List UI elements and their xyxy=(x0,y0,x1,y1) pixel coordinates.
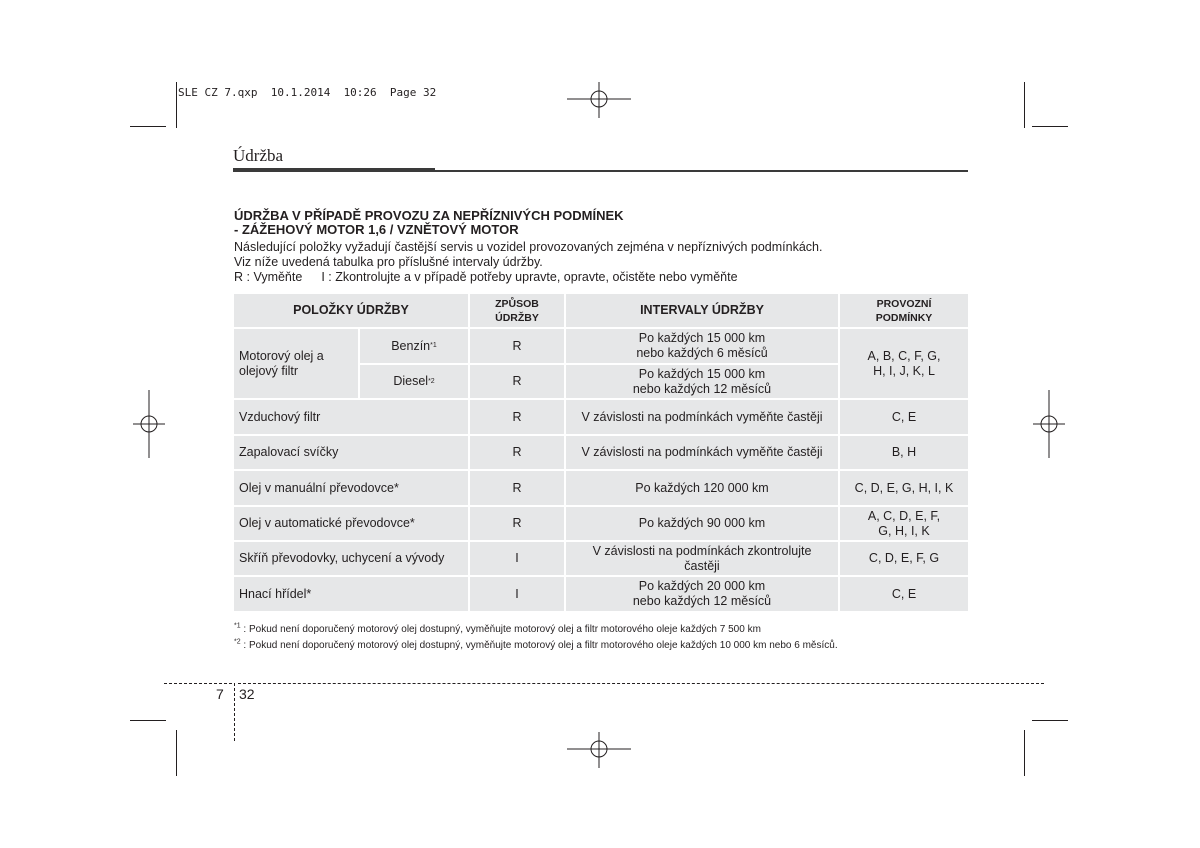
row-item: Vzduchový filtr xyxy=(234,400,468,434)
footer-divider xyxy=(234,683,235,741)
oil-diesel-interval: Po každých 15 000 km nebo každých 12 měsíců xyxy=(566,365,838,398)
print-slug: SLE CZ 7.qxp 10.1.2014 10:26 Page 32 xyxy=(178,86,437,99)
row-item: Hnací hřídel* xyxy=(234,577,468,611)
footnote-1: $^{*1}$ : Pokud není doporučený motorový olej dostupný, vyměňujte motorový olej a filtr motorového oleje každých 7 500 km xyxy=(234,622,761,635)
header-rule-thin xyxy=(435,170,968,172)
row-conditions: C, E xyxy=(840,577,968,611)
legend-inspect: I : Zkontrolujte a v případě potřeby upravte, opravte, očistěte nebo vyměňte xyxy=(321,270,738,284)
footer-rule-right xyxy=(238,683,1044,684)
row-interval: V závislosti na podmínkách vyměňte častěji xyxy=(566,400,838,434)
chapter-number: 7 xyxy=(216,686,224,702)
row-conditions: C, D, E, F, G xyxy=(840,542,968,575)
row-method: I xyxy=(470,577,564,611)
oil-item-cell: Motorový olej a olejový filtr xyxy=(234,329,358,398)
row-conditions: B, H xyxy=(840,436,968,469)
section-title: Údržba xyxy=(233,146,284,165)
row-conditions: C, E xyxy=(840,400,968,434)
heading xyxy=(234,209,624,237)
row-item: Skříň převodovky, uchycení a vývody xyxy=(234,542,468,575)
row-method: R xyxy=(470,507,564,540)
intro-line-1: Následující položky vyžadují častější servis u vozidel provozovaných zejména v nepříznivých podmínkách. xyxy=(234,240,823,254)
heading-line-2: - ZÁŽEHOVÝ MOTOR 1,6 / VZNĚTOVÝ MOTOR xyxy=(234,222,519,237)
oil-conditions: A, B, C, F, G, H, I, J, K, L xyxy=(840,329,968,398)
header-method: ZPŮSOB ÚDRŽBY xyxy=(470,294,564,327)
row-item: Olej v manuální převodovce* xyxy=(234,471,468,505)
oil-benzin-interval: Po každých 15 000 km nebo každých 6 měsíců xyxy=(566,329,838,363)
row-interval: Po každých 90 000 km xyxy=(566,507,838,540)
row-interval: Po každých 20 000 km nebo každých 12 měsíců xyxy=(566,577,838,611)
row-interval: Po každých 120 000 km xyxy=(566,471,838,505)
header-conditions: PROVOZNÍ PODMÍNKY xyxy=(840,294,968,327)
footnote-2: $^{*2}$ : Pokud není doporučený motorový olej dostupný, vyměňujte motorový olej a filtr motorového oleje každých 10 000 km nebo 6 měsíců. xyxy=(234,638,838,651)
row-method: R xyxy=(470,400,564,434)
row-method: I xyxy=(470,542,564,575)
row-interval: V závislosti na podmínkách vyměňte častěji xyxy=(566,436,838,469)
row-item: Olej v automatické převodovce* xyxy=(234,507,468,540)
row-conditions: A, C, D, E, F, G, H, I, K xyxy=(840,507,968,540)
oil-benzin-method: R xyxy=(470,329,564,363)
legend-replace: R : Vyměňte xyxy=(234,270,303,284)
row-conditions: C, D, E, G, H, I, K xyxy=(840,471,968,505)
oil-diesel-method: R xyxy=(470,365,564,398)
header-rule-thick xyxy=(233,168,435,172)
row-method: R xyxy=(470,436,564,469)
heading-line-1: ÚDRŽBA V PŘÍPADĚ PROVOZU ZA NEPŘÍZNIVÝCH PODMÍNEK xyxy=(234,208,624,223)
legend xyxy=(234,270,738,284)
row-item: Zapalovací svíčky xyxy=(234,436,468,469)
page-number: 32 xyxy=(239,686,255,702)
footer-rule-left xyxy=(164,683,232,684)
intro-line-2: Viz níže uvedená tabulka pro příslušné intervaly údržby. xyxy=(234,255,543,269)
header-intervals: INTERVALY ÚDRŽBY xyxy=(566,294,838,327)
oil-benzin-label: Benzín *1 xyxy=(360,329,468,363)
intro-text xyxy=(234,240,822,270)
row-method: R xyxy=(470,471,564,505)
oil-diesel-label: Diesel *2 xyxy=(360,365,468,398)
row-interval: V závislosti na podmínkách zkontrolujte častěji xyxy=(566,542,838,575)
header-items: POLOŽKY ÚDRŽBY xyxy=(234,294,468,327)
